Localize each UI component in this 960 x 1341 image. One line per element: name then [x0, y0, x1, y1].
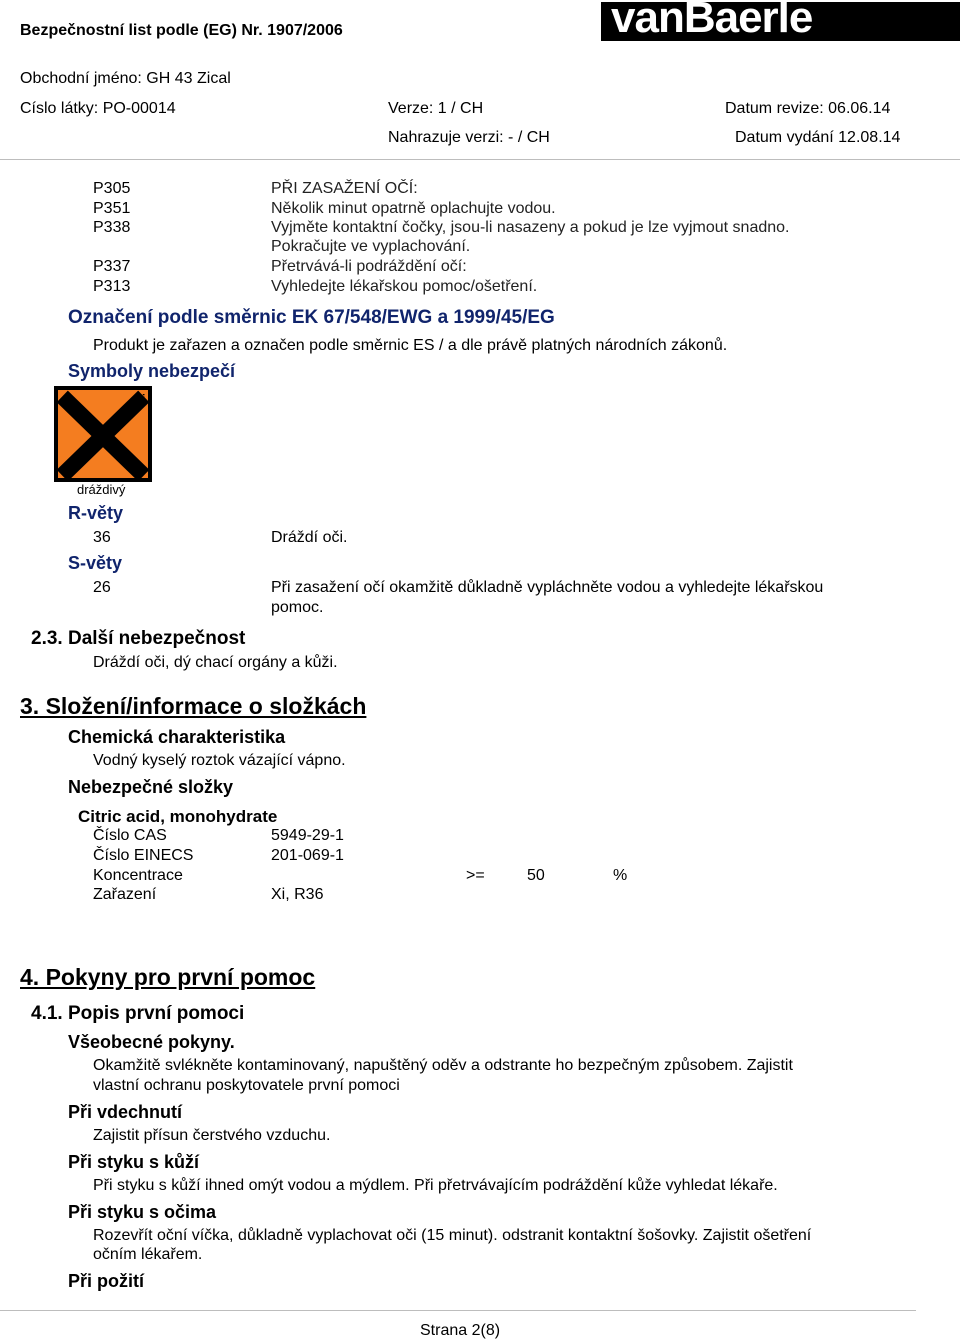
page-number: Strana 2(8): [420, 1322, 501, 1339]
chem-characteristics-text: Vodný kyselý roztok vázající vápno.: [93, 752, 346, 769]
ingestion-heading: Při požití: [68, 1271, 144, 1291]
footer-divider: [0, 1310, 916, 1311]
s-phrase-code: 26: [93, 579, 111, 596]
xi-label: Xi: [134, 392, 146, 406]
hazard-symbols-heading: Symboly nebezpečí: [68, 361, 236, 381]
r-phrase-code: 36: [93, 529, 111, 546]
einecs-value: 201-069-1: [271, 847, 344, 864]
p-code: P338: [93, 219, 131, 236]
p-text: Vyjměte kontaktní čočky, jsou-li nasazeny a pokud je lze vyjmout snadno.: [271, 219, 790, 236]
p-code: P337: [93, 258, 131, 275]
version: Verze: 1 / CH: [388, 100, 484, 117]
hazardous-components-heading: Nebezpečné složky: [68, 777, 234, 797]
classification-label: Zařazení: [93, 886, 157, 903]
section4-heading: 4. Pokyny pro první pomoc: [20, 964, 316, 990]
eye-contact-line1: Rozevřít oční víčka, důkladně vyplachovat oči (15 minut). odstranit kontaktní šošovky. Zajistit ošetření: [93, 1227, 812, 1244]
issue-date: Datum vydání 12.08.14: [735, 129, 901, 146]
p-text: PŘI ZASAŽENÍ OČÍ:: [271, 180, 418, 197]
cas-value: 5949-29-1: [271, 827, 344, 844]
replaces-version: Nahrazuje verzi: - / CH: [388, 129, 550, 146]
concentration-operator: >=: [466, 867, 485, 884]
component-name: Citric acid, monohydrate: [78, 807, 278, 826]
r-phrases-heading: R-věty: [68, 503, 124, 523]
concentration-unit: %: [613, 867, 628, 884]
r-phrase-text: Dráždí oči.: [271, 529, 348, 546]
skin-contact-heading: Při styku s kůží: [68, 1152, 200, 1172]
revision-date: Datum revize: 06.06.14: [725, 100, 891, 117]
symbol-caption: dráždivý: [77, 482, 126, 497]
other-hazards-text: Dráždí oči, dý chací orgány a kůži.: [93, 654, 338, 671]
p-code: P313: [93, 278, 131, 295]
substance-number: Císlo látky: PO-00014: [20, 100, 176, 117]
header-divider: [0, 159, 960, 160]
concentration-label: Koncentrace: [93, 867, 183, 884]
chem-characteristics-heading: Chemická charakteristika: [68, 727, 286, 747]
general-advice-heading: Všeobecné pokyny.: [68, 1032, 235, 1052]
general-advice-line2: vlastní ochranu poskytovatele první pomoci: [93, 1077, 400, 1094]
general-advice-line1: Okamžitě svlékněte kontaminovaný, napuštěný oděv a odstrante ho bezpečným způsobem. Zajistit: [93, 1057, 793, 1074]
inhalation-text: Zajistit přísun čerstvého vzduchu.: [93, 1127, 331, 1144]
s-phrases-heading: S-věty: [68, 553, 123, 573]
cas-label: Číslo CAS: [93, 827, 167, 844]
concentration-value: 50: [527, 867, 545, 884]
einecs-label: Číslo EINECS: [93, 847, 194, 864]
p-code: P351: [93, 200, 131, 217]
section3-heading: 3. Složení/informace o složkách: [20, 693, 367, 719]
eye-contact-line2: očním lékařem.: [93, 1246, 203, 1263]
p-text: Přetrvává-li podráždění očí:: [271, 258, 467, 275]
vanbaerle-logo: vanBaerle: [601, 2, 960, 41]
p-text: Vyhledejte lékařskou pomoc/ošetření.: [271, 278, 538, 295]
first-aid-description-heading: 4.1. Popis první pomoci: [31, 1003, 245, 1024]
s-phrase-text-line2: pomoc.: [271, 599, 324, 616]
trade-name: Obchodní jméno: GH 43 Zical: [20, 70, 231, 87]
xi-hazard-symbol-icon: [54, 386, 152, 482]
ec-labeling-heading: Označení podle směrnic EK 67/548/EWG a 1999/45/EG: [68, 307, 555, 328]
other-hazards-heading: 2.3. Další nebezpečnost: [31, 628, 246, 649]
p-code: P305: [93, 180, 131, 197]
ec-labeling-text: Produkt je zařazen a označen podle směrnic ES / a dle právě platných národních zákonů.: [93, 337, 728, 354]
p-text: Několik minut opatrně oplachujte vodou.: [271, 200, 556, 217]
p-text: Pokračujte ve vyplachování.: [271, 238, 471, 255]
classification-value: Xi, R36: [271, 886, 324, 903]
skin-contact-text: Při styku s kůží ihned omýt vodou a mýdlem. Při přetrvávajícím podráždění kůže vyhledat lékaře.: [93, 1177, 778, 1194]
eye-contact-heading: Při styku s očima: [68, 1202, 217, 1222]
s-phrase-text-line1: Při zasažení očí okamžitě důkladně vypláchněte vodou a vyhledejte lékařskou: [271, 579, 824, 596]
inhalation-heading: Při vdechnutí: [68, 1102, 183, 1122]
document-title: Bezpečnostní list podle (EG) Nr. 1907/2006: [20, 22, 343, 39]
